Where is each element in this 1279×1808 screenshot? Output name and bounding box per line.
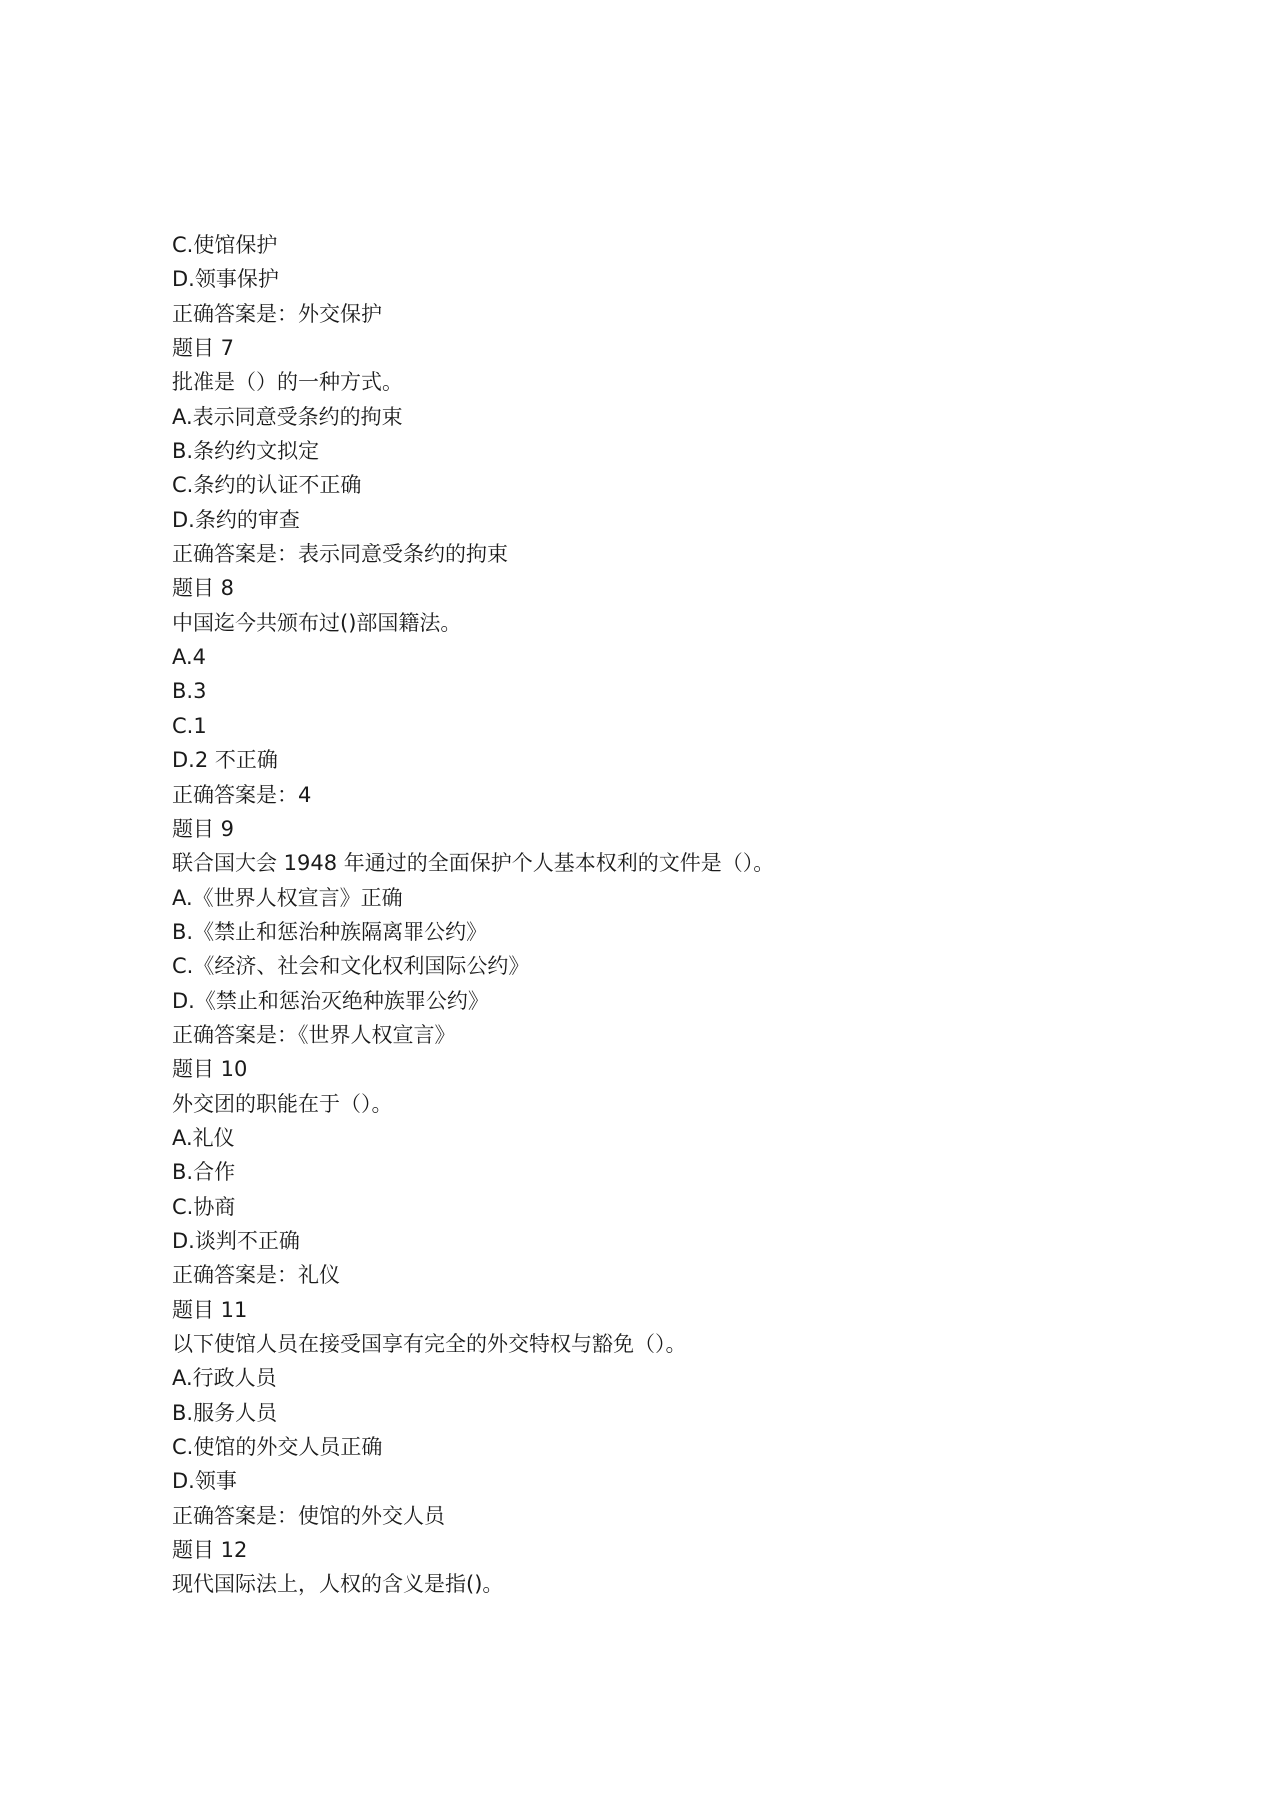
option-c: C.使馆的外交人员正确	[172, 1435, 383, 1460]
question-text: 现代国际法上，人权的含义是指()。	[172, 1572, 504, 1597]
option-d: D.条约的审查	[172, 507, 300, 532]
option-a: A.礼仪	[172, 1125, 235, 1150]
question-text: 外交团的职能在于（）。	[172, 1091, 393, 1116]
option-d: D.2 不正确	[172, 748, 278, 773]
option-b: B.条约约文拟定	[172, 439, 320, 464]
option-c: C.1	[172, 713, 207, 738]
option-b: B.合作	[172, 1160, 236, 1185]
option-a: A.行政人员	[172, 1366, 277, 1391]
correct-answer: 正确答案是：表示同意受条约的拘束	[172, 542, 508, 567]
option-d: D.领事	[172, 1469, 237, 1494]
correct-answer: 正确答案是：礼仪	[172, 1263, 340, 1288]
option-b: B.服务人员	[172, 1400, 278, 1425]
option-a: A.表示同意受条约的拘束	[172, 404, 403, 429]
correct-answer: 正确答案是：4	[172, 782, 312, 807]
option-c: C.使馆保护	[172, 233, 278, 257]
correct-answer: 正确答案是：《世界人权宣言》	[172, 1022, 456, 1047]
question-number: 题目 10	[172, 1057, 248, 1082]
option-c: C.协商	[172, 1194, 236, 1219]
option-d: D.谈判不正确	[172, 1228, 300, 1253]
option-b: B.《禁止和惩治种族隔离罪公约》	[172, 919, 488, 944]
document-body	[172, 228, 1132, 1602]
question-number: 题目 11	[172, 1297, 248, 1322]
correct-answer: 正确答案是：使馆的外交人员	[172, 1503, 445, 1528]
question-text: 联合国大会 1948 年通过的全面保护个人基本权利的文件是（）。	[172, 851, 775, 876]
question-number: 题目 12	[172, 1538, 248, 1563]
question-number: 题目 8	[172, 576, 235, 601]
question-text: 批准是（）的一种方式。	[172, 370, 403, 395]
question-number: 题目 9	[172, 816, 235, 841]
option-c: C.条约的认证不正确	[172, 473, 362, 498]
option-d: D.《禁止和惩治灭绝种族罪公约》	[172, 988, 489, 1013]
question-text: 以下使馆人员在接受国享有完全的外交特权与豁免（）。	[172, 1332, 687, 1356]
option-c: C.《经济、社会和文化权利国际公约》	[172, 954, 530, 979]
question-text: 中国迄今共颁布过()部国籍法。	[172, 610, 462, 635]
option-b: B.3	[172, 679, 207, 704]
question-number: 题目 7	[172, 336, 235, 361]
option-a: A.4	[172, 645, 207, 670]
correct-answer: 正确答案是：外交保护	[172, 301, 382, 326]
option-a: A.《世界人权宣言》正确	[172, 885, 403, 910]
option-d: D.领事保护	[172, 267, 279, 292]
